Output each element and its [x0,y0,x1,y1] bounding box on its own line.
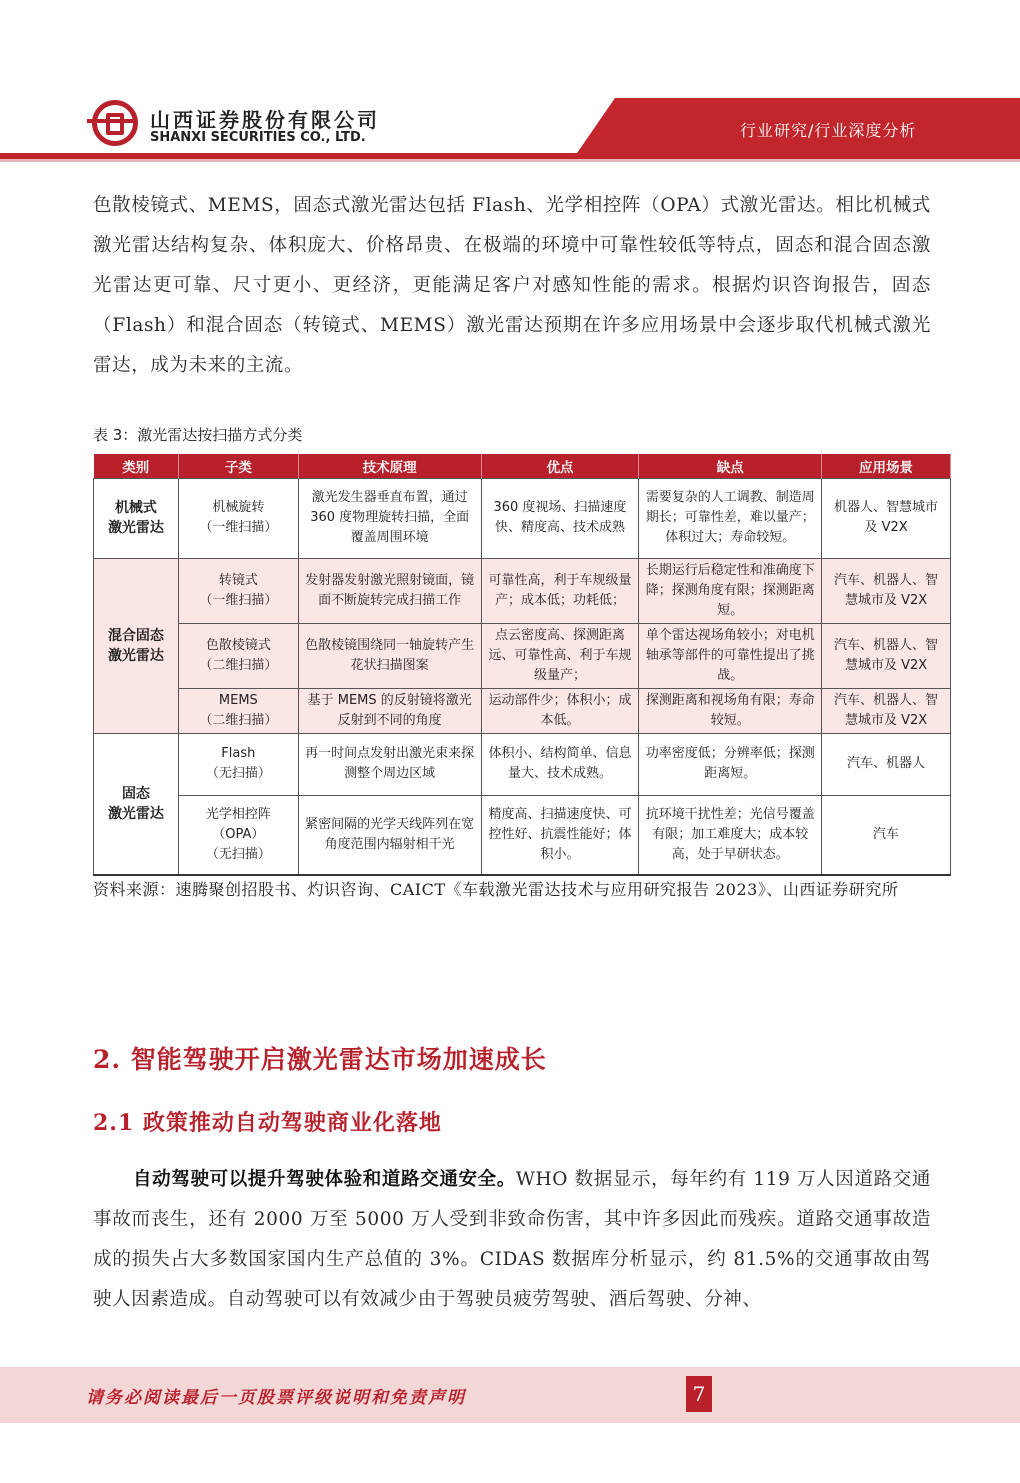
pros-cell: 360 度视场、扫描速度快、精度高、技术成熟 [481,478,639,558]
pros-cell: 精度高、扫描速度快、可控性好、抗震性能好；体积小。 [481,795,639,875]
subtype-cell: 色散棱镜式 （二维扫描） [178,623,298,688]
table-row [94,688,951,733]
apps-cell: 汽车、机器人、智慧城市及 V2X [822,688,951,733]
apps-cell: 汽车、机器人 [822,733,951,795]
principle-cell: 紧密间隔的光学天线阵列在宽角度范围内辐射相干光 [298,795,481,875]
cons-cell: 抗环境干扰性差；光信号覆盖有限；加工难度大；成本较高，处于早研状态。 [639,795,822,875]
table-header-cell: 优点 [481,454,639,478]
intro-paragraph: 色散棱镜式、MEMS，固态式激光雷达包括 Flash、光学相控阵（OPA）式激光雷达。相比机械式激光雷达结构复杂、体积庞大、价格昂贵、在极端的环境中可靠性较低等特点，固态和混合固态激光雷达更可靠、尺寸更小、更经济，更能满足客户对感知性能的需求。根据灼识咨询报告，固态（Flash）和混合固态（转镜式、MEMS）激光雷达预期在许多应用场景中会逐步取代机械式激光雷达，成为未来的主流。 [93,195,931,376]
pros-cell: 体积小、结构简单、信息量大、技术成熟。 [481,733,639,795]
subtype-cell: 机械旋转 （一维扫描） [178,478,298,558]
pros-cell: 点云密度高、探测距离远、可靠性高、利于车规级量产； [481,623,639,688]
lidar-classification-table [93,454,951,876]
subsection-heading: 2.1 政策推动自动驾驶商业化落地 [93,1110,442,1136]
apps-cell: 汽车 [822,795,951,875]
table-row [94,558,951,623]
body-lead-sentence: 自动驾驶可以提升驾驶体验和道路交通安全。 [133,1169,516,1190]
table-row [94,733,951,795]
table-row [94,478,951,558]
cons-cell: 单个雷达视场角较小；对电机轴承等部件的可靠性提出了挑战。 [639,623,822,688]
page-number: 7 [686,1376,712,1412]
header-divider-light [0,159,1020,162]
subtype-cell: 转镜式 （一维扫描） [178,558,298,623]
subtype-cell: 光学相控阵 （OPA） （无扫描） [178,795,298,875]
pros-cell: 可靠性高，利于车规级量产；成本低；功耗低； [481,558,639,623]
principle-cell: 发射器发射激光照射镜面，镜面不断旋转完成扫描工作 [298,558,481,623]
table-header-row [94,454,951,478]
cons-cell: 探测距离和视场角有限；寿命较短。 [639,688,822,733]
company-name-cn: 山西证券股份有限公司 [150,108,380,132]
principle-cell: 基于 MEMS 的反射镜将激光反射到不同的角度 [298,688,481,733]
table-row [94,795,951,875]
category-cell: 混合固态 激光雷达 [94,558,179,733]
apps-cell: 机器人、智慧城市及 V2X [822,478,951,558]
cons-cell: 功率密度低；分辨率低；探测距离短。 [639,733,822,795]
apps-cell: 汽车、机器人、智慧城市及 V2X [822,623,951,688]
table-header-cell: 应用场景 [822,454,951,478]
company-name-en: SHANXI SECURITIES CO., LTD. [150,130,366,145]
table-header-cell: 缺点 [639,454,822,478]
principle-cell: 色散棱镜围绕同一轴旋转产生花状扫描图案 [298,623,481,688]
body-text: WHO 数据显示，每年约有 119 万人因道路交通事故而丧生，还有 2000 万至 5000 万人受到非致命伤害，其中许多因此而残疾。道路交通事故造成的损失占大多数国家国内生产总值的 3%。CIDAS 数据库分析显示，约 81.5%的交通事故由驾驶人因素造成。自动驾驶可以有效减少由于驾驶员疲劳驾驶、酒后驾驶、分神、 [93,1169,931,1310]
footer-disclaimer: 请务必阅读最后一页股票评级说明和免责声明 [86,1388,466,1408]
table-row [94,623,951,688]
table-header-cell: 类别 [94,454,179,478]
body-paragraph [93,1160,931,1320]
category-cell: 固态 激光雷达 [94,733,179,875]
cons-cell: 长期运行后稳定性和准确度下降；探测角度有限；探测距离短。 [639,558,822,623]
pros-cell: 运动部件少；体积小；成本低。 [481,688,639,733]
principle-cell: 再一时间点发射出激光束来探测整个周边区域 [298,733,481,795]
table-header-cell: 技术原理 [298,454,481,478]
table-source-note: 资料来源：速腾聚创招股书、灼识咨询、CAICT《车载激光雷达技术与应用研究报告 2023》、山西证券研究所 [93,880,899,899]
page-header [0,0,1020,165]
subtype-cell: MEMS （二维扫描） [178,688,298,733]
section-heading: 2. 智能驾驶开启激光雷达市场加速成长 [93,1045,547,1074]
cons-cell: 需要复杂的人工调教、制造周期长；可靠性差，难以量产；体积过大；寿命较短。 [639,478,822,558]
table-caption: 表 3：激光雷达按扫描方式分类 [93,426,303,444]
table-header-cell: 子类 [178,454,298,478]
apps-cell: 汽车、机器人、智慧城市及 V2X [822,558,951,623]
subtype-cell: Flash （无扫描） [178,733,298,795]
principle-cell: 激光发生器垂直布置，通过 360 度物理旋转扫描，全面覆盖周围环境 [298,478,481,558]
section-title: 行业研究/行业深度分析 [740,121,917,140]
category-cell: 机械式 激光雷达 [94,478,179,558]
company-logo-icon [92,100,138,146]
